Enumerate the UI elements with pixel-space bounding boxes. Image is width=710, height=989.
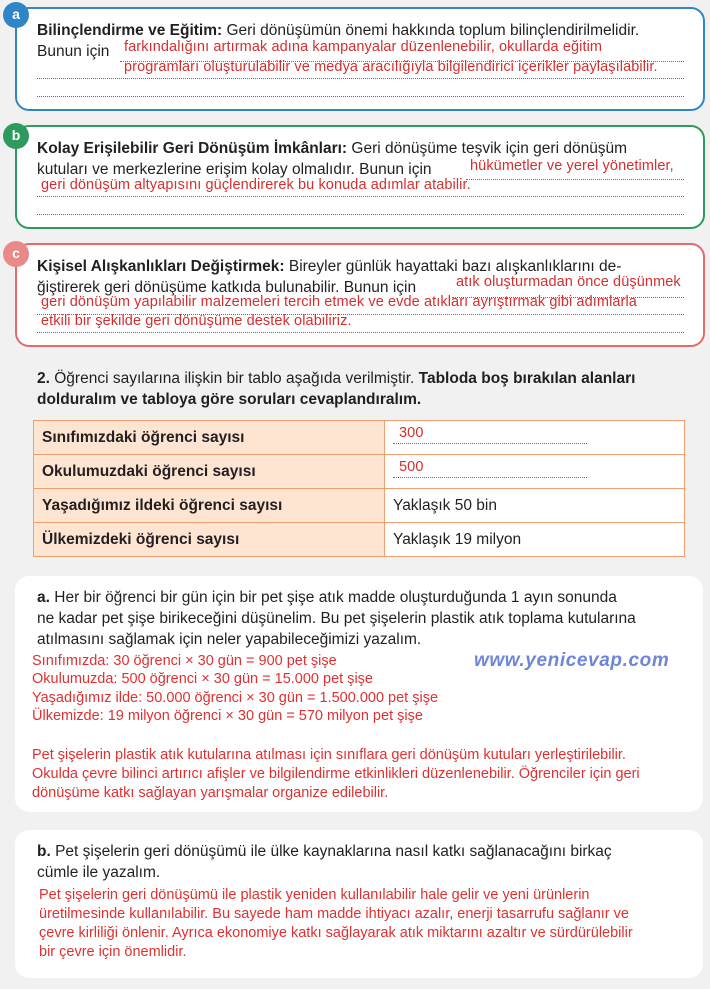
answer-line [37,196,684,197]
part-b-letter: b. [37,843,51,860]
calc-line-class: Sınıfımızda: 30 öğrenci × 30 gün = 900 pet şişe [32,653,337,669]
row-label-city: Yaşadığımız ildeki öğrenci sayısı [34,489,385,523]
section-c-text2: ğiştirerek geri dönüşüme katkıda bulunabilir. Bunun için [37,279,417,296]
part-a-q1-line [37,588,617,608]
section-a-line1 [37,21,639,41]
section-a-text1: Geri dönüşümün önemi hakkında toplum bilinçlendirilmelidir. [226,22,640,39]
row-label-class: Sınıfımızdaki öğrenci sayısı [34,421,385,455]
question2-bold2: dolduralım ve tabloya göre soruları cevaplandıralım. [37,391,422,408]
part-b-q1-line [37,842,612,862]
section-b-text1: Geri dönüşüme teşvik için geri dönüşüm [351,140,628,157]
answer-line [37,96,684,97]
part-a-q3: atılmasını sağlamak için neler yapabileceğimizi yazalım. [37,631,422,648]
part-b-answer-1: Pet şişelerin geri dönüşümü ile plastik yeniden kullanılabilir hale gelir ve yeni ürünlerin [39,887,590,903]
part-a-q2: ne kadar pet şişe birikeceğini düşünelim. Bu pet şişelerin plastik atık toplama kutularına [37,610,636,627]
section-b-hand1: hükümetler ve yerel yönetimler, [470,158,674,174]
section-a-text2: Bunun için [37,43,110,60]
part-a-answer-3: dönüşüme katkı sağlayan yarışmalar organize edilebilir. [32,785,389,801]
part-b-answer-4: bir çevre için önemlidir. [39,944,187,960]
answer-line [393,477,587,478]
answer-line [37,78,684,79]
row-value-class [385,421,685,455]
part-b-q1: Pet şişelerin geri dönüşümü ile ülke kaynaklarına nasıl katkı sağlanacağını birkaç [55,843,612,860]
part-b-q2: cümle ile yazalım. [37,864,161,881]
table-row [34,455,685,489]
answer-line [37,332,684,333]
section-a-title: Bilinçlendirme ve Eğitim: [37,22,223,39]
section-b-text2: kutuları ve merkezlerine erişim kolay olmalıdır. Bunun için [37,161,432,178]
part-b-answer-2: üretilmesinde kullanılabilir. Bu sayede ham madde ihtiyacı azalır, enerji tasarrufu sağlanır ve [39,906,629,922]
row-label-country: Ülkemizdeki öğrenci sayısı [34,523,385,557]
part-a-answer-2: Okulda çevre bilinci artırıcı afişler ve bilgilendirme etkinlikleri düzenlenebilir. Öğrenciler için geri [32,766,640,782]
section-a-badge: a [3,2,29,28]
watermark: www.yenicevap.com [474,650,670,671]
part-b-answer-3: çevre kirliliği önlenir. Ayrıca ekonomiye katkı sağlayarak atık miktarını azaltır ve sürdürülebilir [39,925,633,941]
section-c-hand2: geri dönüşüm yapılabilir malzemeleri tercih etmek ve evde atıkları ayrıştırmak gibi adımlarla [41,294,637,310]
calc-line-city: Yaşadığımız ilde: 50.000 öğrenci × 30 gün = 1.500.000 pet şişe [32,690,439,706]
part-a-answer-1: Pet şişelerin plastik atık kutularına atılması için sınıflara geri dönüşüm kutuları yerleştirilebilir. [32,747,626,763]
calc-line-country: Ülkemizde: 19 milyon öğrenci × 30 gün = 570 milyon pet şişe [32,708,423,724]
table-row [34,489,685,523]
part-a-q1: Her bir öğrenci bir gün için bir pet şişe atık madde oluşturduğunda 1 ayın sonunda [54,589,617,606]
question2-number: 2. [37,370,50,387]
question2-line1 [37,369,635,389]
question2-bold1: Tabloda boş bırakılan alanları [418,370,636,387]
section-c-text1: Bireyler günlük hayattaki bazı alışkanlıklarını de- [288,258,622,275]
table-row [34,421,685,455]
section-c-hand1: atık oluşturmadan önce düşünmek [456,274,681,290]
row-value-city: Yaklaşık 50 bin [385,489,685,523]
section-a-hand2: programları oluşturulabilir ve medya aracılığıyla bilgilendirici içerikler paylaşılabilir. [124,59,658,75]
table-row [34,523,685,557]
class-count-value: 300 [399,425,424,441]
answer-line [37,214,684,215]
student-count-table [33,420,685,557]
part-a-letter: a. [37,589,50,606]
answer-line [393,443,587,444]
section-c-hand3: etkili bir şekilde geri dönüşüme destek olabiliriz. [41,313,352,329]
section-b-line1 [37,139,627,159]
answer-line [466,179,684,180]
row-label-school: Okulumuzdaki öğrenci sayısı [34,455,385,489]
section-c-title: Kişisel Alışkanlıkları Değiştirmek: [37,258,285,275]
row-value-country: Yaklaşık 19 milyon [385,523,685,557]
row-value-school [385,455,685,489]
school-count-value: 500 [399,459,424,475]
section-b-title: Kolay Erişilebilir Geri Dönüşüm İmkânları: [37,140,348,157]
section-b-hand2: geri dönüşüm altyapısını güçlendirerek bu konuda adımlar atabilir. [41,177,471,193]
section-c-badge: c [3,241,29,267]
section-b-badge: b [3,123,29,149]
section-a-hand1: farkındalığını artırmak adına kampanyalar düzenlenebilir, okullarda eğitim [124,39,603,55]
calc-line-school: Okulumuzda: 500 öğrenci × 30 gün = 15.000 pet şişe [32,671,373,687]
question2-text: Öğrenci sayılarına ilişkin bir tablo aşağıda verilmiştir. [54,370,415,387]
